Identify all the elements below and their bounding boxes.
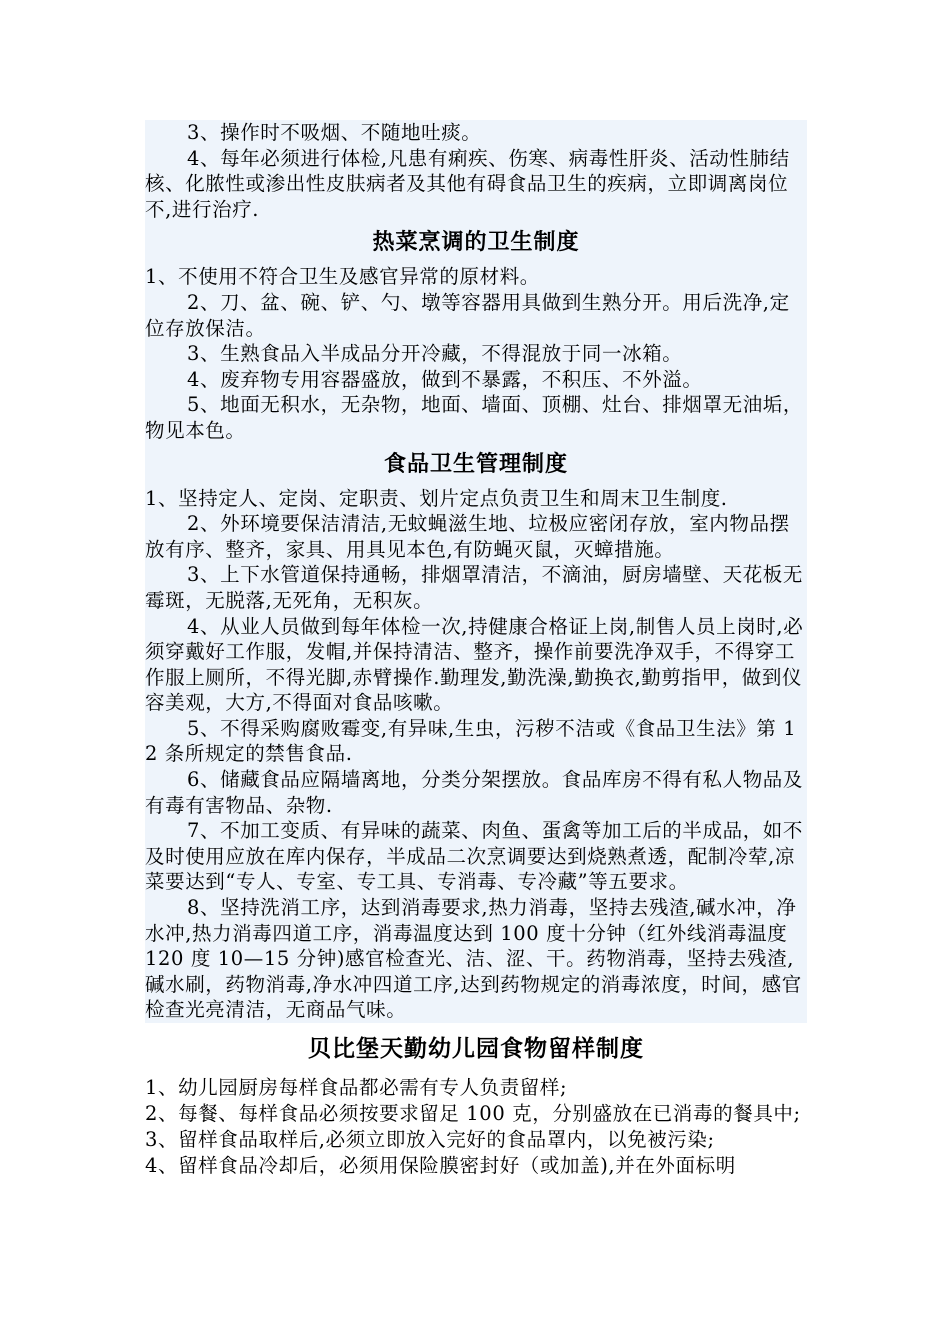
food-sample-item-3: 3、留样食品取样后,必须立即放入完好的食品罩内，以免被污染; (145, 1128, 715, 1151)
food-hygiene-item-8: 8、坚持洗消工序，达到消毒要求,热力消毒，坚持去残渣,碱水冲，净水冲,热力消毒四道工序，消毒温度达到 100 度十分钟（红外线消毒温度 120 度 10—15 分钟)感官检查光、洁、涩、干。药物消毒，坚持去残渣,碱水刷，药物消毒,净水冲四道工序,达到药物规定的消毒浓度，时间，感官检查光亮清洁，无商品气味。 (145, 896, 802, 1022)
food-hygiene-item-2: 2、外环境要保洁清洁,无蚊蝇滋生地、垃极应密闭存放，室内物品摆放有序、整齐，家具、用具见本色,有防蝇灭鼠，灭蟑措施。 (145, 512, 790, 561)
food-sample-item-1: 1、幼儿园厨房每样食品都必需有专人负责留样; (145, 1076, 568, 1099)
hot-dish-item-1: 1、不使用不符合卫生及感官异常的原材料。 (145, 265, 540, 289)
food-hygiene-item-1: 1、坚持定人、定岗、定职责、划片定点负责卫生和周末卫生制度. (145, 486, 728, 510)
section-title-food-sample: 贝比堡天勤幼儿园食物留样制度 (308, 1035, 644, 1062)
document-content (145, 120, 807, 1179)
hot-dish-item-5: 5、地面无积水，无杂物，地面、墙面、顶棚、灶台、排烟罩无油垢，物见本色。 (145, 393, 804, 442)
food-hygiene-item-4: 4、从业人员做到每年体检一次,持健康合格证上岗,制售人员上岗时,必须穿戴好工作服，发帽,并保持清洁、整齐，操作前要洗净双手，不得穿工作服上厕所，不得光脚,赤臂操作.勤理发,勤洗澡,勤换衣,勤剪指甲，做到仪容美观，大方,不得面对食品咳嗽。 (145, 614, 804, 715)
food-hygiene-item-5: 5、不得采购腐败霉变,有异味,生虫，污秽不洁或《食品卫生法》第 12 条所规定的禁售食品. (145, 716, 797, 766)
food-sample-item-2: 2、每餐、每样食品必须按要求留足 100 克，分别盛放在已消毒的餐具中; (145, 1102, 801, 1125)
hot-dish-item-2: 2、刀、盆、碗、铲、勺、墩等容器用具做到生熟分开。用后洗净,定位存放保洁。 (145, 290, 790, 340)
hot-dish-item-3: 3、生熟食品入半成品分开冷藏，不得混放于同一冰箱。 (187, 342, 683, 366)
food-sample-item-4: 4、留样食品冷却后，必须用保险膜密封好（或加盖),并在外面标明 (145, 1154, 736, 1177)
hot-dish-item-4: 4、废弃物专用容器盛放，做到不暴露，不积压、不外溢。 (187, 367, 703, 391)
food-hygiene-item-6: 6、储藏食品应隔墙离地，分类分架摆放。食品库房不得有私人物品及有毒有害物品、杂物. (145, 768, 804, 817)
food-hygiene-item-3: 3、上下水管道保持通畅，排烟罩清洁，不滴油，厨房墙壁、天花板无霉斑，无脱落,无死角，无积灰。 (145, 563, 804, 612)
plain-region (145, 1023, 807, 1179)
highlighted-region (145, 120, 807, 1023)
hygiene-item-3: 3、操作时不吸烟、不随地吐痰。 (187, 121, 482, 144)
section-title-food-hygiene: 食品卫生管理制度 (383, 451, 568, 477)
section-title-hot-dish-hygiene: 热菜烹调的卫生制度 (372, 230, 580, 256)
hygiene-item-4: 4、每年必须进行体检,凡患有痢疾、伤寒、病毒性肝炎、活动性肺结核、化脓性或渗出性皮肤病者及其他有碍食品卫生的疾病，立即调离岗位不,进行治疗. (145, 146, 790, 221)
food-hygiene-item-7: 7、不加工变质、有异味的蔬菜、肉鱼、蛋禽等加工后的半成品，如不及时使用应放在库内保存，半成品二次烹调要达到烧熟煮透，配制冷荤,凉菜要达到“专人、专室、专工具、专消毒、专冷藏”等五要求。 (145, 819, 804, 894)
